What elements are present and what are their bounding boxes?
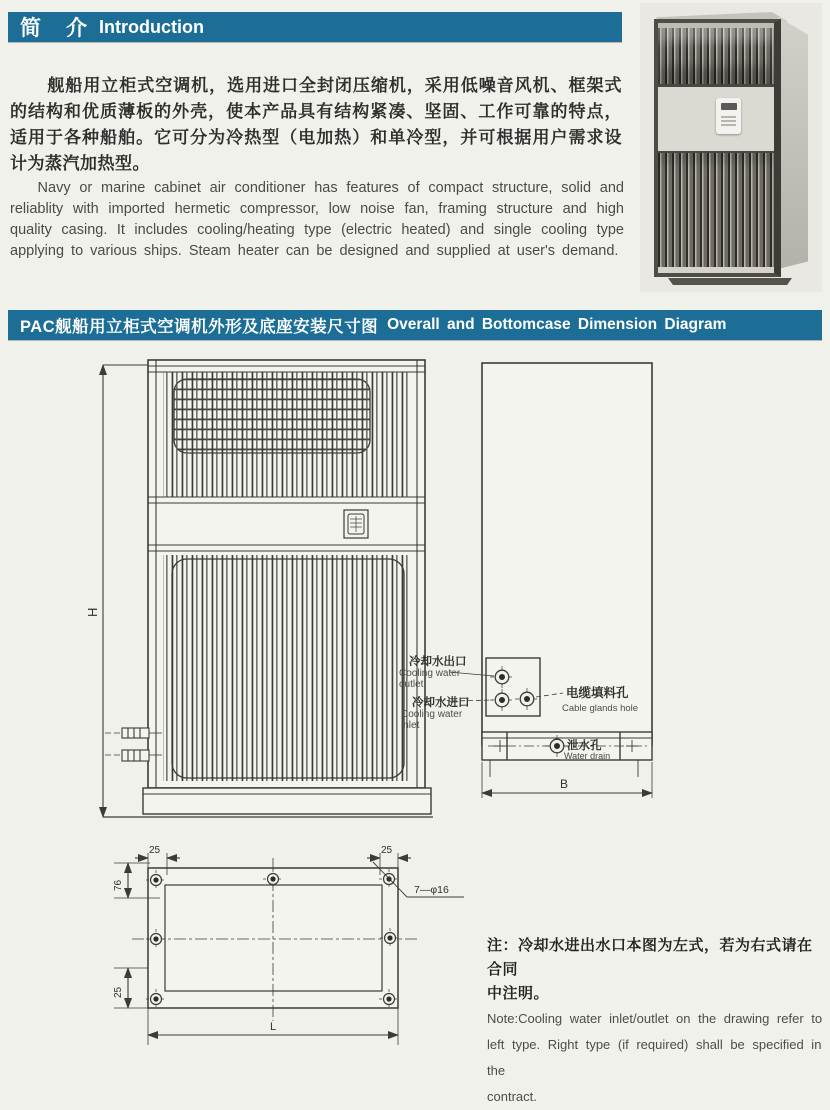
note-en-line2: left type. Right type (if required) shall be specified in the: [487, 1037, 822, 1078]
product-photo: [640, 3, 822, 292]
holes-callout-label: 7—φ16: [414, 884, 449, 896]
intro-paragraph-chinese: 舰船用立柜式空调机，选用进口全封闭压缩机，采用低噪音风机、框架式的结构和优质薄板的外壳，使本产品具有结构紧凑、坚固、工作可靠的特点，适用于各种船舶。它可分为冷热型（电加热）和单冷型，并可根据用户需求设计为蒸汽加热型。: [10, 76, 622, 173]
cable-glands-label-en: Cable glands hole: [562, 703, 639, 714]
control-buttons: [721, 114, 736, 126]
control-display: [721, 103, 737, 110]
dim-25-top-left: 25: [149, 845, 161, 856]
dim-25-bottom-left: 25: [113, 986, 124, 998]
cabinet-middle-panel: [658, 87, 774, 151]
cabinet-side-panel: [778, 17, 808, 269]
drawing-note: [487, 934, 825, 1110]
note-cn-line1: 注：冷却水进出水口本图为左式，若为右式请在合同: [487, 937, 813, 978]
note-en-line3: contract.: [487, 1089, 537, 1104]
dimension-section-header: [8, 310, 822, 340]
water-drain-label-cn: 泄水孔: [567, 740, 602, 752]
intro-title-en: Introduction: [99, 16, 204, 37]
cooling-inlet-label-en1: Cooling water: [401, 709, 463, 720]
dimension-title-cn: PAC舰船用立柜式空调机外形及底座安装尺寸图: [20, 318, 379, 336]
cabinet-bottom-grille: [658, 151, 774, 267]
side-view: [449, 363, 652, 798]
dim-h-label: H: [85, 607, 100, 617]
water-drain-label-en: Water drain: [564, 751, 611, 761]
dim-b-label: B: [560, 777, 569, 791]
intro-title-cn: 简 介: [20, 17, 89, 40]
front-view: [85, 360, 433, 817]
cooling-inlet-label-cn: 冷却水进口: [412, 697, 470, 709]
cooling-inlet-label-en2: inlet: [401, 720, 420, 731]
control-panel: [716, 98, 741, 134]
cable-glands-label-cn: 电缆填料孔: [566, 686, 629, 700]
note-cn-line2: 中注明。: [487, 985, 550, 1002]
cabinet-top-grille: [658, 28, 774, 87]
dim-25-top-right: 25: [381, 845, 393, 856]
dim-76-left: 76: [113, 879, 124, 891]
front-control-box: [344, 510, 368, 538]
cooling-outlet-label-cn: 冷却水出口: [409, 656, 467, 668]
note-en-line1: Note:Cooling water inlet/outlet on the drawing refer to: [487, 1011, 823, 1026]
dimension-title-en: Overall and Bottomcase Dimension Diagram: [387, 316, 727, 333]
cabinet-front-panel: [654, 19, 781, 277]
bottomcase-plan: [113, 845, 464, 1045]
intro-paragraph-english: Navy or marine cabinet air conditioner has features of compact structure, solid and reliablity with imported hermetic compressor, low noise fan, framing structure and high quality casing. It includes cooling/heating type (electric heated) and single cooling type applying to various ships. Steam heater can be designed and supplied at user's demand.: [10, 179, 624, 259]
cooling-outlet-label-en2: outlet: [399, 679, 424, 690]
cooling-outlet-label-en1: Cooling water: [399, 668, 461, 679]
dim-l-label: L: [270, 1021, 277, 1033]
intro-section-header: [8, 12, 622, 42]
cabinet-base-shadow: [668, 278, 792, 285]
